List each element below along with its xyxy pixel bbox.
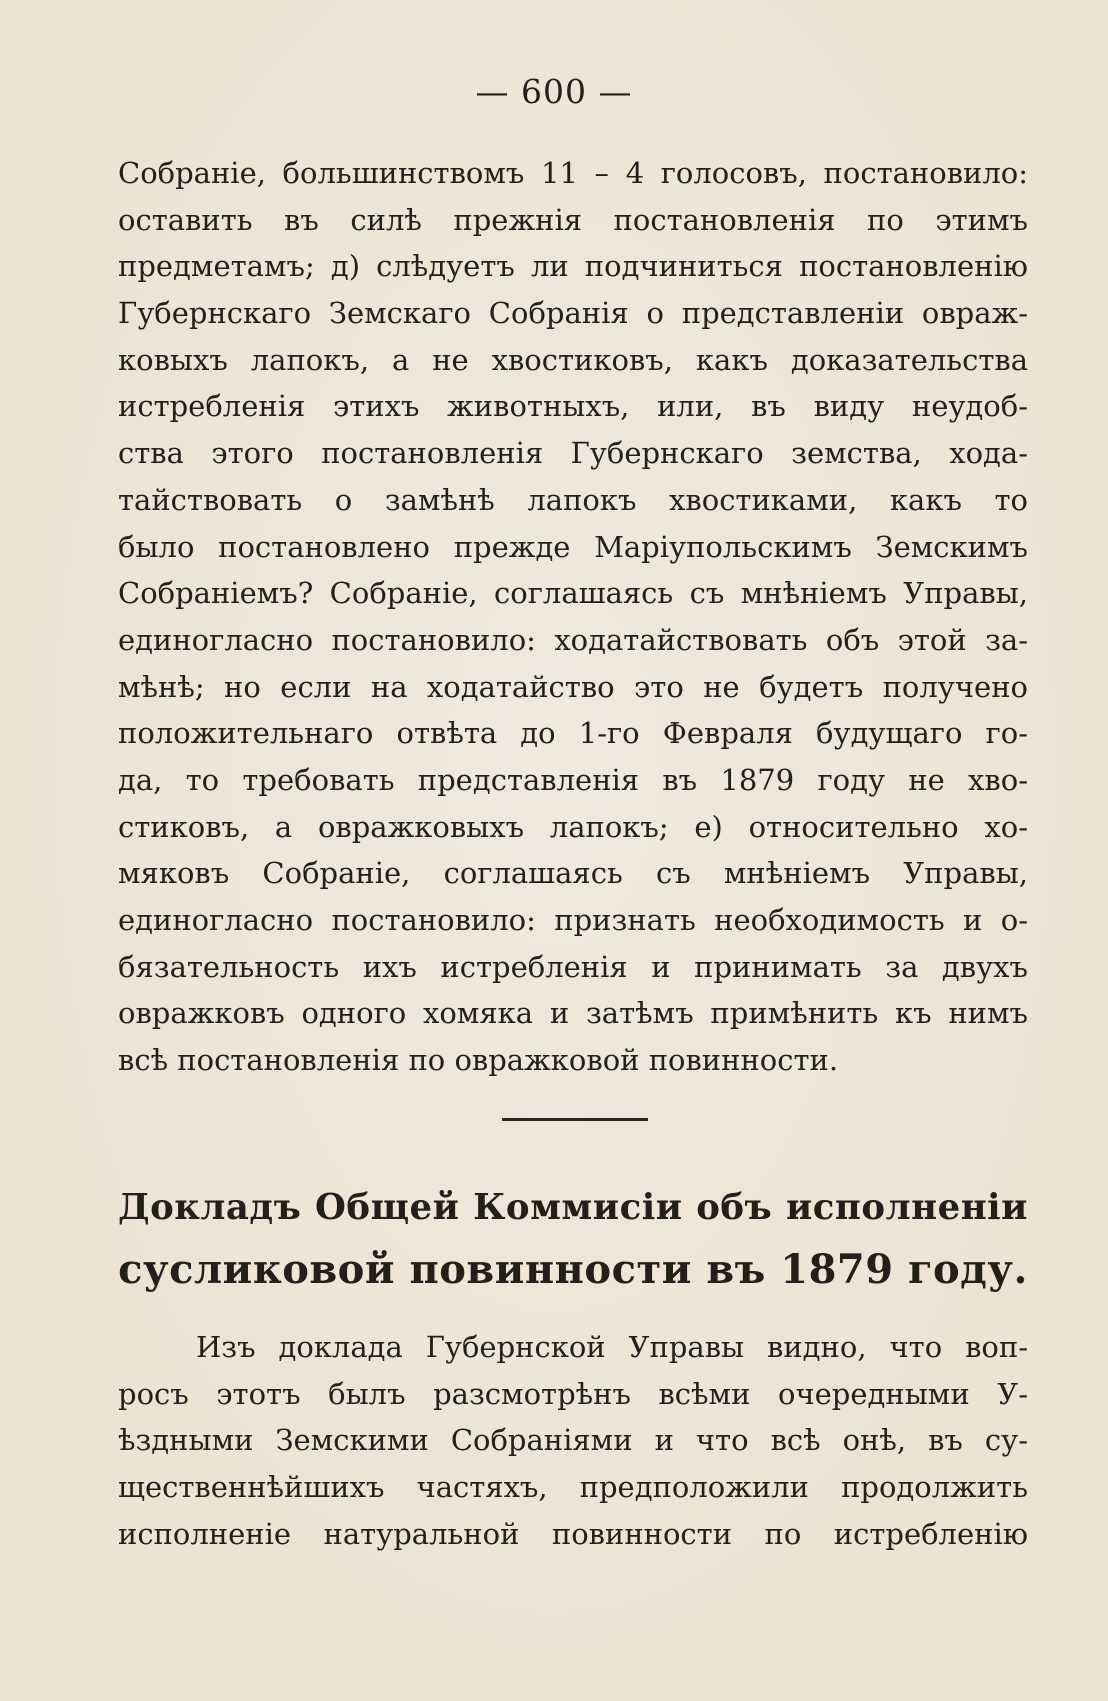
text-line: Изъ доклада Губернской Управы видно, что воп- <box>196 1330 1028 1364</box>
section-heading <box>118 1177 1028 1301</box>
text-line: предметамъ; д) слѣдуетъ ли подчиниться постановленiю <box>118 249 1028 284</box>
text-line: тайствовать о замѣнѣ лапокъ хвостиками, какъ то <box>118 482 1028 517</box>
text-line: росъ этотъ былъ разсмотрѣнъ всѣми очередными У- <box>118 1376 1028 1411</box>
text-line: единогласно постановило: ходатайствовать объ этой за- <box>118 622 1028 657</box>
section-divider <box>502 1118 648 1121</box>
text-line: ѣздными Земскими Собранiями и что всѣ онѣ, въ су- <box>118 1423 1028 1458</box>
heading-line: Докладъ Общей Коммисiи объ исполненiи <box>118 1187 1028 1228</box>
paragraph-resolution <box>118 150 1028 1084</box>
text-line: щественнѣйшихъ частяхъ, предположили продолжить <box>118 1470 1028 1505</box>
text-line: ства этого постановленiя Губернскаго земства, хода- <box>118 436 1028 471</box>
text-line: положительнаго отвѣта до 1-го Февраля будущаго го- <box>118 716 1028 751</box>
text-line: исполненiе натуральной повинности по истребленiю <box>118 1516 1028 1551</box>
text-line: Собранiе, большинствомъ 11 – 4 голосовъ, постановило: <box>118 156 1028 190</box>
text-line: мяковъ Собранiе, соглашаясь съ мнѣнiемъ Управы, <box>118 856 1028 891</box>
paragraph-report <box>118 1324 1028 1557</box>
text-line: истребленiя этихъ животныхъ, или, въ виду неудоб- <box>118 389 1028 424</box>
text-line: овражковъ одного хомяка и затѣмъ примѣнить къ нимъ <box>118 996 1028 1031</box>
text-line: всѣ постановленiя по овражковой повинности. <box>118 1043 839 1078</box>
text-line: Губернскаго Земскаго Собранiя о представленiи овраж- <box>118 296 1028 331</box>
page-number: — 600 — <box>475 72 633 111</box>
text-line: стиковъ, а овражковыхъ лапокъ; е) относительно хо- <box>118 809 1028 844</box>
text-line: единогласно постановило: признать необходимость и о- <box>118 903 1028 937</box>
text-line: мѣнѣ; но если на ходатайство это не будетъ получено <box>118 669 1028 704</box>
text-line: Собранiемъ? Собранiе, соглашаясь съ мнѣнiемъ Управы, <box>118 576 1028 611</box>
text-line: было постановлено прежде Марiупольскимъ Земскимъ <box>118 529 1028 564</box>
heading-line: сусликовой повинности въ 1879 году. <box>118 1246 1028 1293</box>
text-line: да, то требовать представленiя въ 1879 году не хво- <box>118 762 1028 797</box>
text-line: оставить въ силѣ прежнiя постановленiя по этимъ <box>118 202 1028 237</box>
text-line: ковыхъ лапокъ, а не хвостиковъ, какъ доказательства <box>118 342 1028 377</box>
text-line: бязательность ихъ истребленiя и принимать за двухъ <box>118 949 1028 984</box>
